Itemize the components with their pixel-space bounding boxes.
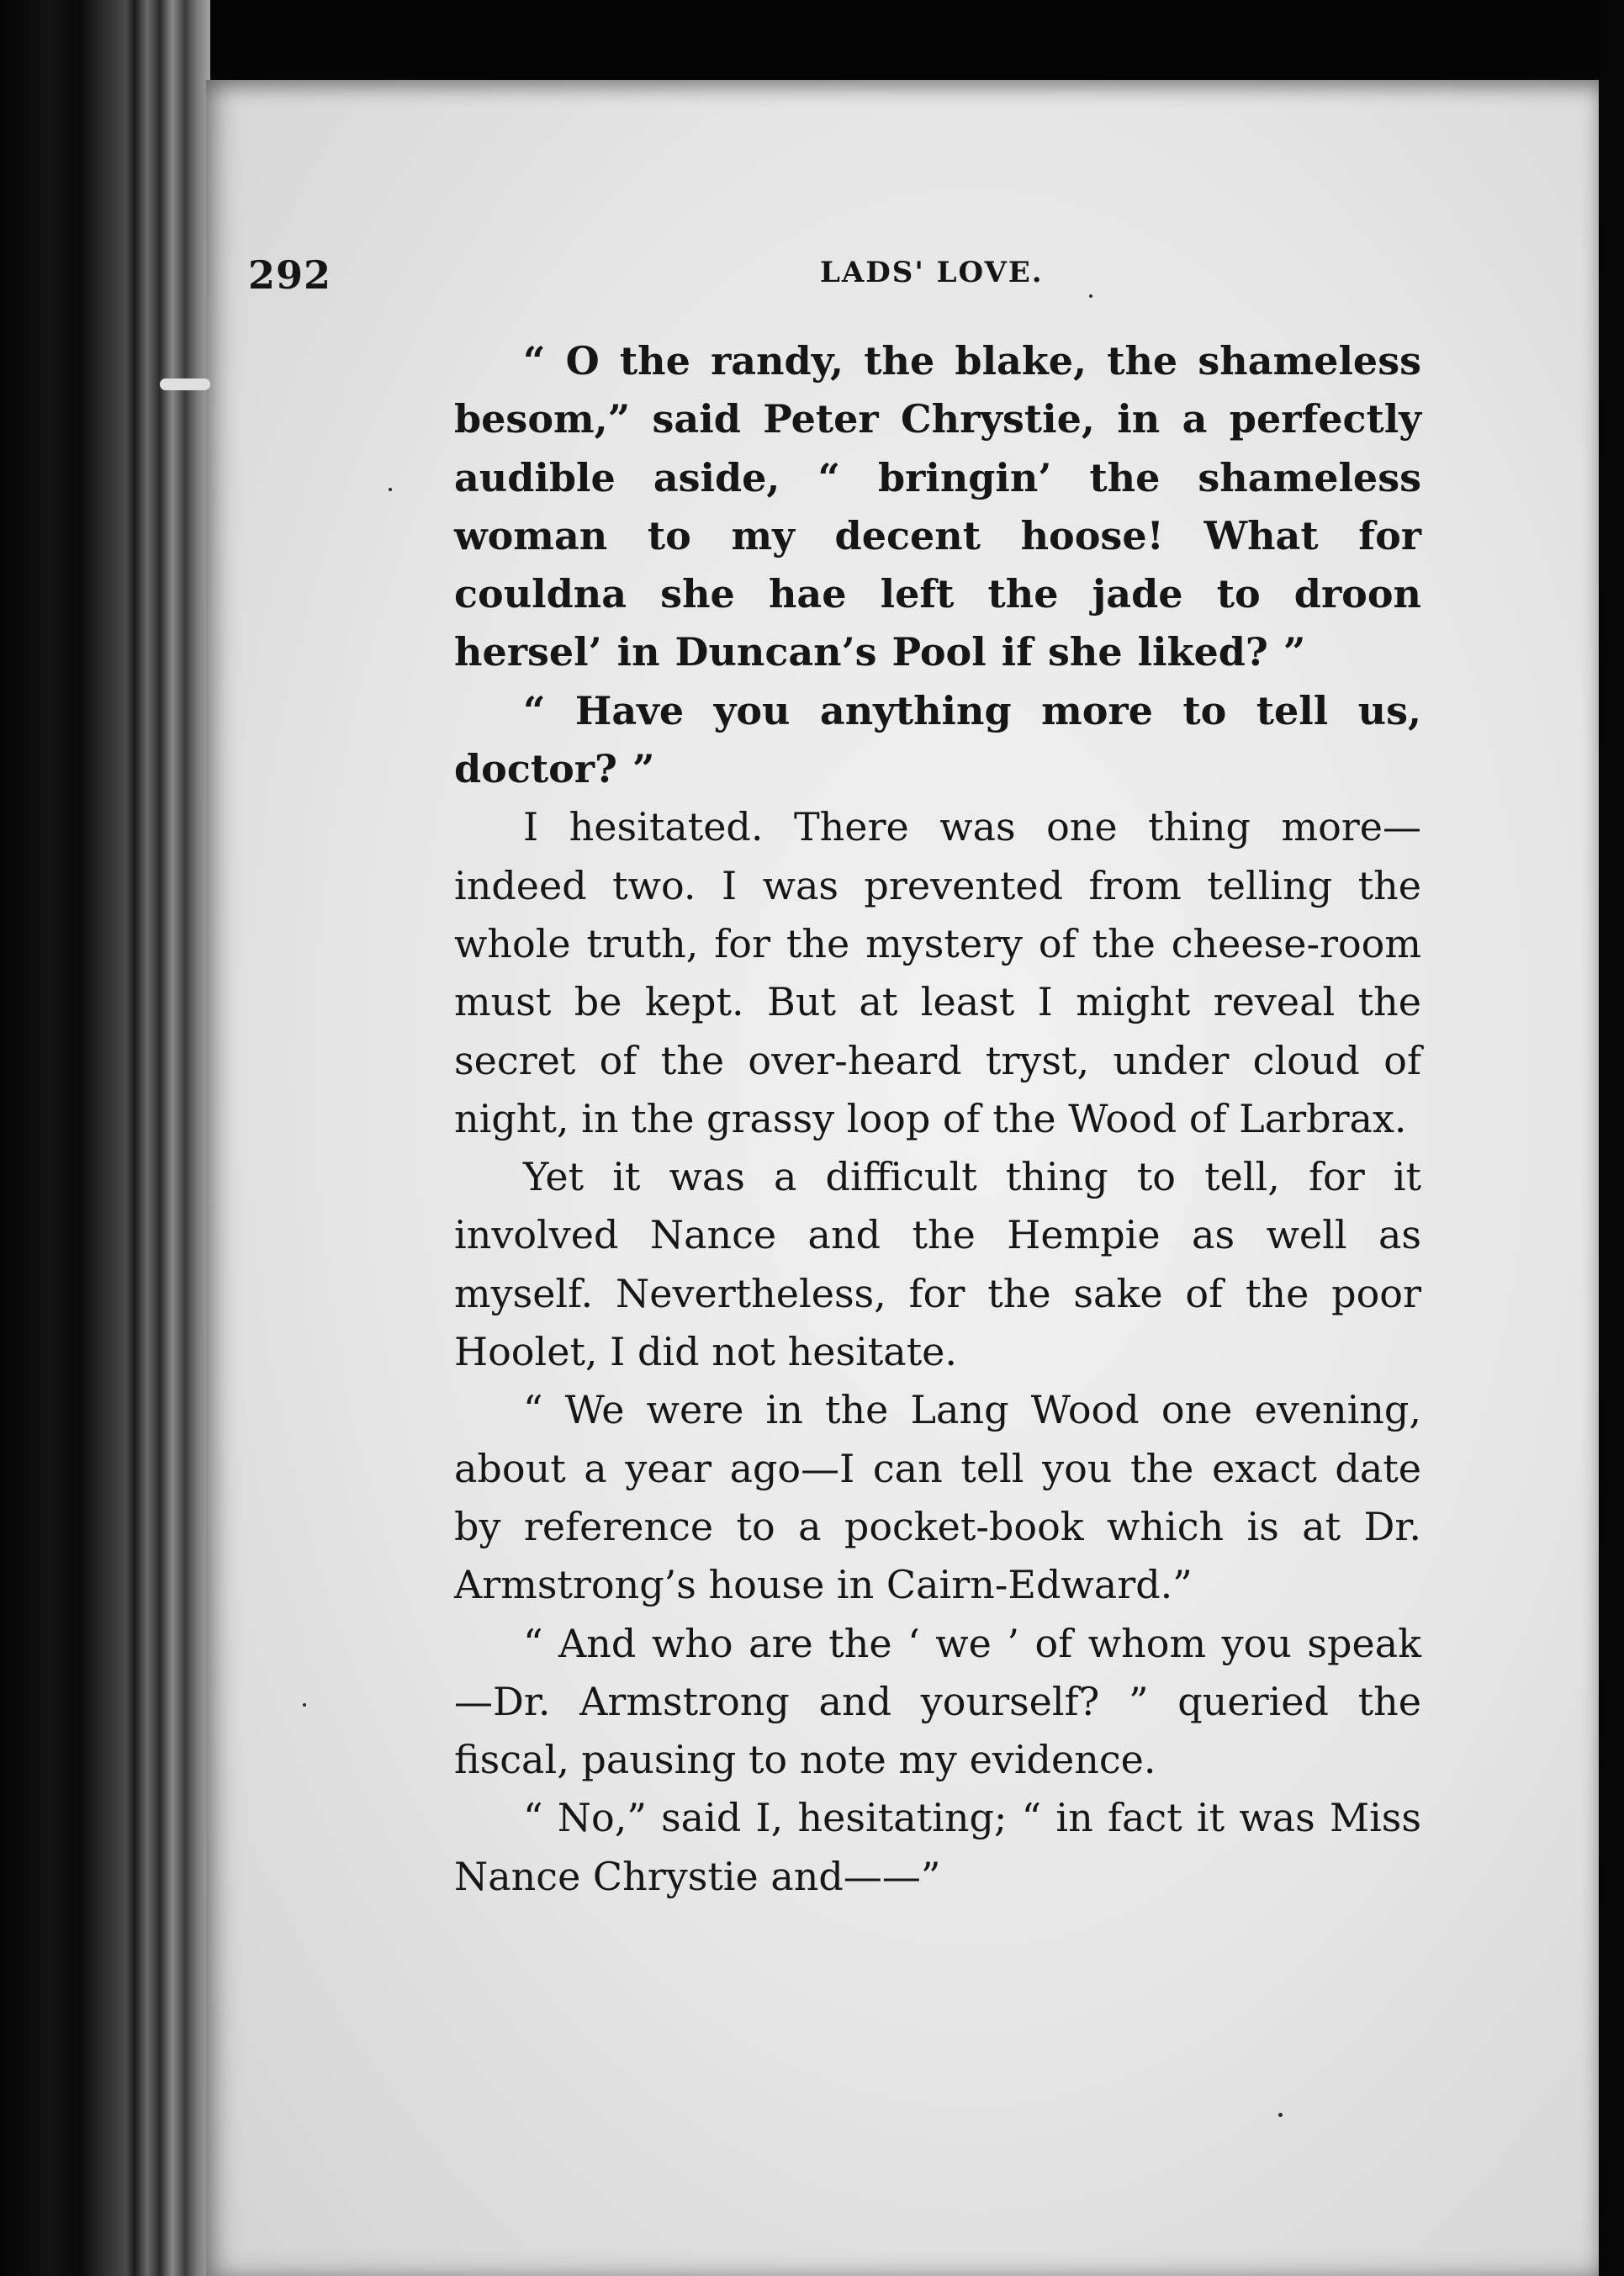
body-text — [454, 332, 1421, 1906]
paragraph-3: I hesitated. There was one thing more—indeed two. I was prevented from telling the whole truth, for the mystery of the cheese-room must be kept. But at least I might reveal the secret of the over-heard tryst, under cloud of night, in the grassy loop of the Wood of Larbrax. — [454, 804, 1421, 1141]
page-number: 292 — [248, 252, 332, 298]
paragraph-5: “ We were in the Lang Wood one evening, about a year ago—I can tell you the exact date by reference to a pocket-book which is at Dr. Armstrong’s house in Cairn-Edward.” — [454, 1387, 1421, 1608]
scan-right-border — [1599, 0, 1624, 2276]
running-title: LADS' LOVE. — [820, 256, 1044, 289]
scan-left-border — [0, 0, 210, 2276]
paragraph-6: “ And who are the ‘ we ’ of whom you speak —Dr. Armstrong and yourself? ” queried the fiscal, pausing to note my evidence. — [454, 1620, 1421, 1783]
page-header — [248, 252, 1421, 303]
paragraph-4: Yet it was a difficult thing to tell, for it involved Nance and the Hempie as well as myself. Nevertheless, for the sake of the poor Hoolet, I did not hesitate. — [454, 1154, 1421, 1375]
scan-top-border — [0, 0, 1624, 80]
paragraph-2: “ Have you anything more to tell us, doctor? ” — [454, 687, 1421, 792]
paragraph-1: “ O the randy, the blake, the shameless besom,” said Peter Chrystie, in a perfectly audible aside, “ bringin’ the shameless woman to my decent hoose! What for couldna she hae left the jade to droon hersel’ in Duncan’s Pool if she liked? ” — [454, 338, 1421, 675]
paragraph-7: “ No,” said I, hesitating; “ in fact it was Miss Nance Chrystie and——” — [454, 1795, 1421, 1899]
